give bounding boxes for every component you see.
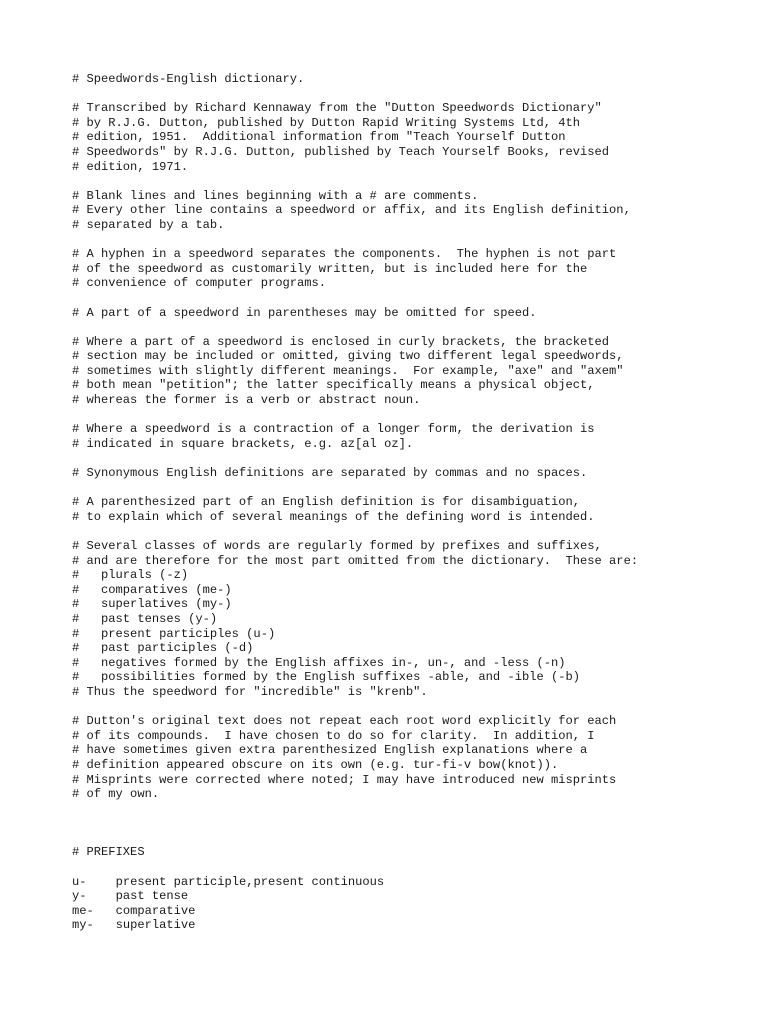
comment-paragraph <box>72 714 752 802</box>
comment-line: # Blank lines and lines beginning with a # are comments. <box>72 188 479 203</box>
comment-line: # indicated in square brackets, e.g. az[al oz]. <box>72 436 414 451</box>
comment-line: # section may be included or omitted, giving two different legal speedwords, <box>72 349 624 364</box>
comment-line: # possibilities formed by the English suffixes -able, and -ible (-b) <box>72 670 581 685</box>
comment-line: # Several classes of words are regularly formed by prefixes and suffixes, <box>72 539 602 553</box>
prefix-definition: comparative <box>115 903 196 918</box>
comment-line: # by R.J.G. Dutton, published by Dutton Rapid Writing Systems Ltd, 4th <box>72 115 581 130</box>
comment-line: # definition appeared obscure on its own (e.g. tur-fi-v bow(knot)). <box>72 757 559 772</box>
prefix-key: u- <box>72 874 87 889</box>
prefix-key: y- <box>72 889 87 904</box>
comment-line: # of its compounds. I have chosen to do so for clarity. In addition, I <box>72 728 595 743</box>
comment-line: # Where a speedword is a contraction of a longer form, the derivation is <box>72 422 595 437</box>
comment-line: # Speedwords" by R.J.G. Dutton, published by Teach Yourself Books, revised <box>72 144 610 159</box>
comment-line: # have sometimes given extra parenthesized English explanations where a <box>72 743 588 758</box>
prefix-entry <box>72 918 752 933</box>
prefix-entry <box>72 875 752 890</box>
prefix-entry <box>72 889 752 904</box>
prefix-definition: present participle,present continuous <box>115 874 385 889</box>
comment-line: # to explain which of several meanings of the defining word is intended. <box>72 509 595 524</box>
comment-line: # Synonymous English definitions are separated by commas and no spaces. <box>72 466 588 481</box>
comment-line: # of my own. <box>72 787 160 802</box>
comment-line: # superlatives (my-) <box>72 597 232 612</box>
comment-line: # past participles (-d) <box>72 641 254 656</box>
comment-line: # edition, 1951. Additional information from "Teach Yourself Dutton <box>72 130 566 145</box>
comment-paragraph <box>72 72 752 87</box>
comment-line: # separated by a tab. <box>72 217 225 232</box>
comment-paragraph <box>72 539 752 700</box>
comment-paragraph <box>72 495 752 524</box>
comment-line: # A part of a speedword in parentheses may be omitted for speed. <box>72 305 537 320</box>
comment-line: # convenience of computer programs. <box>72 276 327 291</box>
document-page <box>72 72 752 948</box>
comment-line: # Speedwords-English dictionary. <box>72 72 305 86</box>
comment-line: # Where a part of a speedword is enclosed in curly brackets, the bracketed <box>72 334 610 349</box>
comment-line: # negatives formed by the English affixes in-, un-, and -less (-n) <box>72 655 566 670</box>
prefix-key: me- <box>72 903 94 918</box>
prefix-entry <box>72 904 752 919</box>
prefixes-heading: # PREFIXES <box>72 845 145 860</box>
comment-line: # Transcribed by Richard Kennaway from the "Dutton Speedwords Dictionary" <box>72 101 602 116</box>
comment-line: # A parenthesized part of an English definition is for disambiguation, <box>72 495 581 510</box>
comment-paragraph <box>72 306 752 321</box>
prefix-definition: past tense <box>115 889 189 904</box>
prefix-key: my- <box>72 918 94 933</box>
comment-line: # and are therefore for the most part omitted from the dictionary. These are: <box>72 553 639 568</box>
comment-line: # Thus the speedword for "incredible" is "krenb". <box>72 684 428 699</box>
comment-line: # edition, 1971. <box>72 159 189 174</box>
comment-paragraph <box>72 422 752 451</box>
comment-paragraph <box>72 335 752 408</box>
comment-line: # past tenses (y-) <box>72 611 218 626</box>
comment-line: # of the speedword as customarily written, but is included here for the <box>72 261 588 276</box>
comment-line: # comparatives (me-) <box>72 582 232 597</box>
comment-line: # Dutton's original text does not repeat each root word explicitly for each <box>72 714 617 729</box>
prefix-definition: superlative <box>115 918 196 933</box>
prefix-list <box>72 875 752 933</box>
comment-line: # A hyphen in a speedword separates the components. The hyphen is not part <box>72 247 617 262</box>
comment-section <box>72 72 752 802</box>
comment-paragraph <box>72 466 752 481</box>
prefixes-heading-block <box>72 845 752 860</box>
comment-paragraph <box>72 247 752 291</box>
comment-line: # both mean "petition"; the latter specifically means a physical object, <box>72 378 595 393</box>
comment-line: # Misprints were corrected where noted; I may have introduced new misprints <box>72 772 617 787</box>
comment-line: # plurals (-z) <box>72 568 189 583</box>
comment-line: # sometimes with slightly different meanings. For example, "axe" and "axem" <box>72 363 624 378</box>
comment-paragraph <box>72 189 752 233</box>
comment-line: # present participles (u-) <box>72 626 276 641</box>
comment-paragraph <box>72 101 752 174</box>
comment-line: # Every other line contains a speedword or affix, and its English definition, <box>72 203 631 218</box>
comment-line: # whereas the former is a verb or abstract noun. <box>72 393 421 408</box>
